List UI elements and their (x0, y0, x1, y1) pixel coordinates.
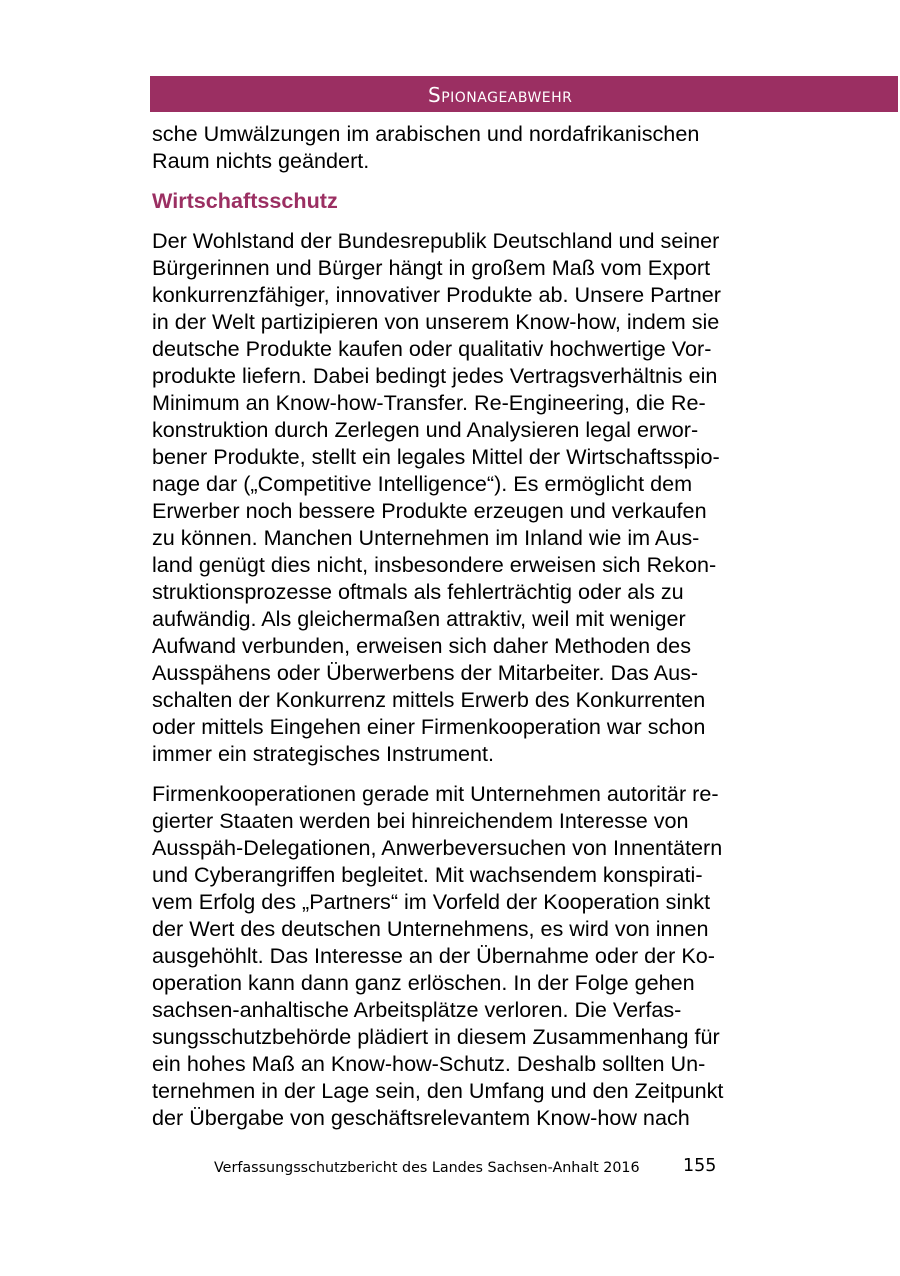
text-line: Bürgerinnen und Bürger hängt in großem Maß vom Export (152, 255, 711, 280)
text-line: und Cyberangriffen begleitet. Mit wachsendem konspirati- (152, 862, 703, 887)
text-line: Minimum an Know-how-Transfer. Re-Engineering, die Re- (152, 390, 706, 415)
text-line: sachsen-anhaltische Arbeitsplätze verloren. Die Verfas- (152, 997, 682, 1022)
text-line: der Übergabe von geschäftsrelevantem Know-how nach (152, 1105, 690, 1130)
text-line: ein hohes Maß an Know-how-Schutz. Deshalb sollten Un- (152, 1051, 706, 1076)
text-line: Ausspäh-Delegationen, Anwerbeversuchen von Innentätern (152, 835, 723, 860)
text-line: bener Produkte, stellt ein legales Mittel der Wirtschaftsspio- (152, 444, 720, 469)
text-line: der Wert des deutschen Unternehmens, es wird von innen (152, 916, 709, 941)
footer-text: Verfassungsschutzbericht des Landes Sachsen-Anhalt 2016 (214, 1160, 640, 1176)
text-line: operation kann dann ganz erlöschen. In der Folge gehen (152, 970, 695, 995)
text-line: ternehmen in der Lage sein, den Umfang und den Zeitpunkt (152, 1078, 724, 1103)
text-line: nage dar („Competitive Intelligence“). Es ermöglicht dem (152, 471, 693, 496)
text-line: immer ein strategisches Instrument. (152, 741, 495, 766)
text-line: Aufwand verbunden, erweisen sich daher Methoden des (152, 633, 691, 658)
header-title: Spionageabwehr (428, 83, 573, 107)
text-line: Firmenkooperationen gerade mit Unternehmen autoritär re- (152, 781, 719, 806)
text-line: konstruktion durch Zerlegen und Analysieren legal erwor- (152, 417, 699, 442)
text-line: sungsschutzbehörde plädiert in diesem Zusammenhang für (152, 1024, 720, 1049)
section-heading: Wirtschaftsschutz (152, 188, 338, 213)
text-line: land genügt dies nicht, insbesondere erweisen sich Rekon- (152, 552, 717, 577)
text-line: vem Erfolg des „Partners“ im Vorfeld der Kooperation sinkt (152, 889, 711, 914)
text-line: ausgehöhlt. Das Interesse an der Übernahme oder der Ko- (152, 943, 715, 968)
text-line: Der Wohlstand der Bundesrepublik Deutschland und seiner (152, 228, 720, 253)
text-line: Erwerber noch bessere Produkte erzeugen und verkaufen (152, 498, 707, 523)
text-line: zu können. Manchen Unternehmen im Inland wie im Aus- (152, 525, 700, 550)
text-line: struktionsprozesse oftmals als fehlerträchtig oder als zu (152, 579, 684, 604)
text-line: produkte liefern. Dabei bedingt jedes Vertragsverhältnis ein (152, 363, 718, 388)
paragraph-wohlstand (152, 227, 782, 767)
text-line: konkurrenzfähiger, innovativer Produkte ab. Unsere Partner (152, 282, 721, 307)
text-line: Raum nichts geändert. (152, 148, 370, 173)
text-line: deutsche Produkte kaufen oder qualitativ hochwertige Vor- (152, 336, 712, 361)
text-line: sche Umwälzungen im arabischen und nordafrikanischen (152, 121, 700, 146)
page-number: 155 (683, 1156, 717, 1176)
text-line: oder mittels Eingehen einer Firmenkooperation war schon (152, 714, 706, 739)
paragraph-firmenkooperationen (152, 780, 782, 1131)
text-line: gierter Staaten werden bei hinreichendem Interesse von (152, 808, 689, 833)
intro-paragraph (152, 120, 782, 174)
main-content (152, 120, 782, 1131)
text-line: in der Welt partizipieren von unserem Know-how, indem sie (152, 309, 720, 334)
text-line: aufwändig. Als gleichermaßen attraktiv, weil mit weniger (152, 606, 686, 631)
text-line: schalten der Konkurrenz mittels Erwerb des Konkurrenten (152, 687, 706, 712)
text-line: Ausspähens oder Überwerbens der Mitarbeiter. Das Aus- (152, 660, 699, 685)
